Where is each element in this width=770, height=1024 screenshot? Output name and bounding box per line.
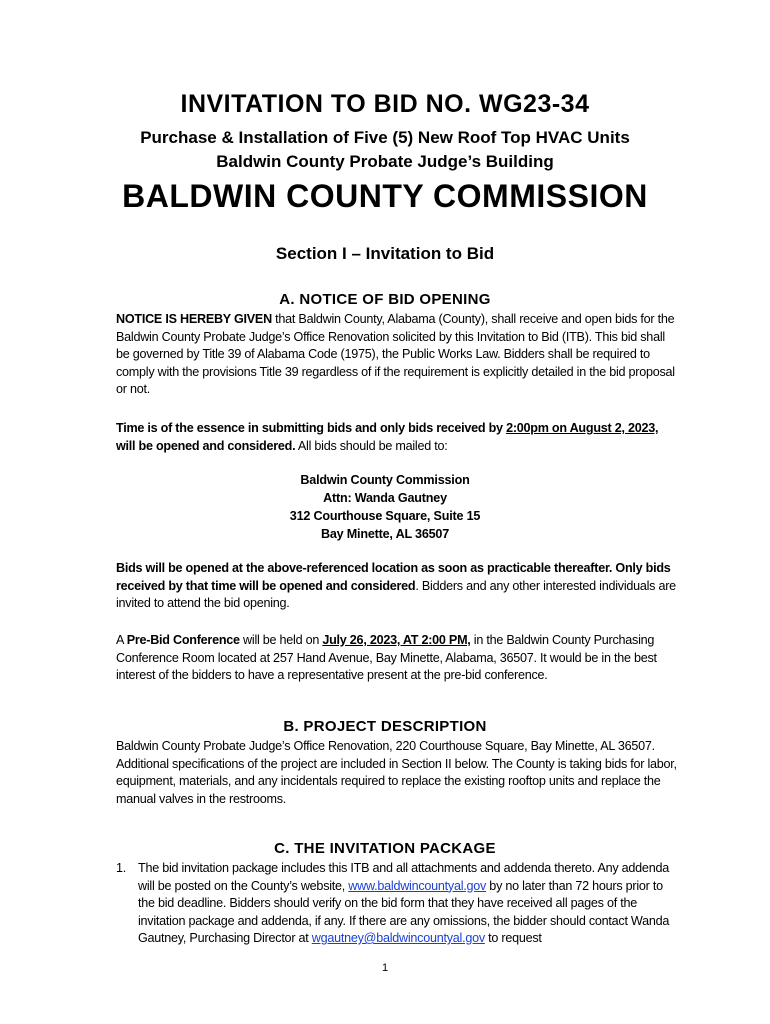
document-title: INVITATION TO BID NO. WG23-34 [180,90,590,118]
address-line: Bay Minette, AL 36507 [320,527,450,541]
deadline-date: 2:00pm on August 2, 2023, [506,421,659,435]
notice-paragraph [116,311,678,399]
website-link[interactable]: www.baldwincountyal.gov [348,878,487,893]
list-item-text-b: by no later than 72 hours prior to the bid deadline. Bidders should verify on the bid form that they have received all pages of the invitation package and addenda, if any. If there are any omissions, the bidder should contact Wanda Gautney, Purchasing Director at [138,878,670,945]
deadline-text: All bids should be mailed to: [295,438,448,453]
bid-opening-bold: Bids will be opened at the above-referenced location as soon as practicable thereafter. Only bids received by that time will be opened and considered [116,561,671,593]
pre-bid-paragraph [116,632,678,685]
list-item-text-a: The bid invitation package includes this ITB and all attachments and addenda thereto. Any addenda will be posted on the County’s website, [138,861,669,893]
heading-notice-of-bid-opening: A. NOTICE OF BID OPENING [279,291,491,308]
page-number: 1 [381,962,389,974]
section-heading: Section I – Invitation to Bid [275,244,495,263]
document-subtitle: Purchase & Installation of Five (5) New Roof Top HVAC Units [140,128,630,147]
list-item-number: 1. [116,861,127,875]
list-item-text [138,860,676,948]
building-name: Baldwin County Probate Judge’s Building [216,152,554,171]
mailing-address [0,471,770,543]
pre-bid-prefix: A [116,633,127,647]
address-line: Baldwin County Commission [300,473,470,487]
organization-name: BALDWIN COUNTY COMMISSION [122,178,648,214]
project-description-paragraph: Baldwin County Probate Judge’s Office Renovation, 220 Courthouse Square, Bay Minette, AL 36507. Additional specifications of the project are included in Section II below. The County is taking bids for labor, equipment, materials, and any incidentals required to replace the existing rooftop units and replace the manual valves in the restrooms. [116,739,677,806]
bid-opening-paragraph [116,560,678,613]
heading-invitation-package: C. THE INVITATION PACKAGE [274,840,496,857]
bid-opening-text: . Bidders and any other interested individuals are invited to attend the bid opening. [116,578,676,610]
pre-bid-mid: will be held on [239,633,323,647]
address-line: 312 Courthouse Square, Suite 15 [289,509,481,523]
pre-bid-date: July 26, 2023, AT 2:00 PM, [322,633,471,647]
address-line: Attn: Wanda Gautney [323,491,447,505]
deadline-paragraph [116,420,678,455]
list-item-text-c: to request [484,931,542,945]
pre-bid-text: in the Baldwin County Purchasing Conference Room located at 257 Hand Avenue, Bay Minette, Alabama, 36507. It would be in the best interest of the bidders to have a representative present at the pre-bid conference. [116,633,657,682]
heading-project-description: B. PROJECT DESCRIPTION [283,718,487,735]
notice-text: that Baldwin County, Alabama (County), shall receive and open bids for the Baldwin County Probate Judge’s Office Renovation solicited by this Invitation to Bid (ITB). This bid shall be governed by Title 39 of Alabama Code (1975), the Public Works Law. Bidders shall be required to comply with the provisions Title 39 regardless of if the requirement is explicitly detailed in the bid proposal or not. [116,312,675,396]
list-item [116,860,676,948]
notice-bold: NOTICE IS HEREBY GIVEN [116,312,272,326]
deadline-bold-2: will be opened and considered. [116,438,296,453]
email-link[interactable]: wgautney@baldwincountyal.gov [311,931,485,945]
pre-bid-bold: Pre-Bid Conference [126,633,240,647]
deadline-bold: Time is of the essence in submitting bids and only bids received by [116,421,507,435]
